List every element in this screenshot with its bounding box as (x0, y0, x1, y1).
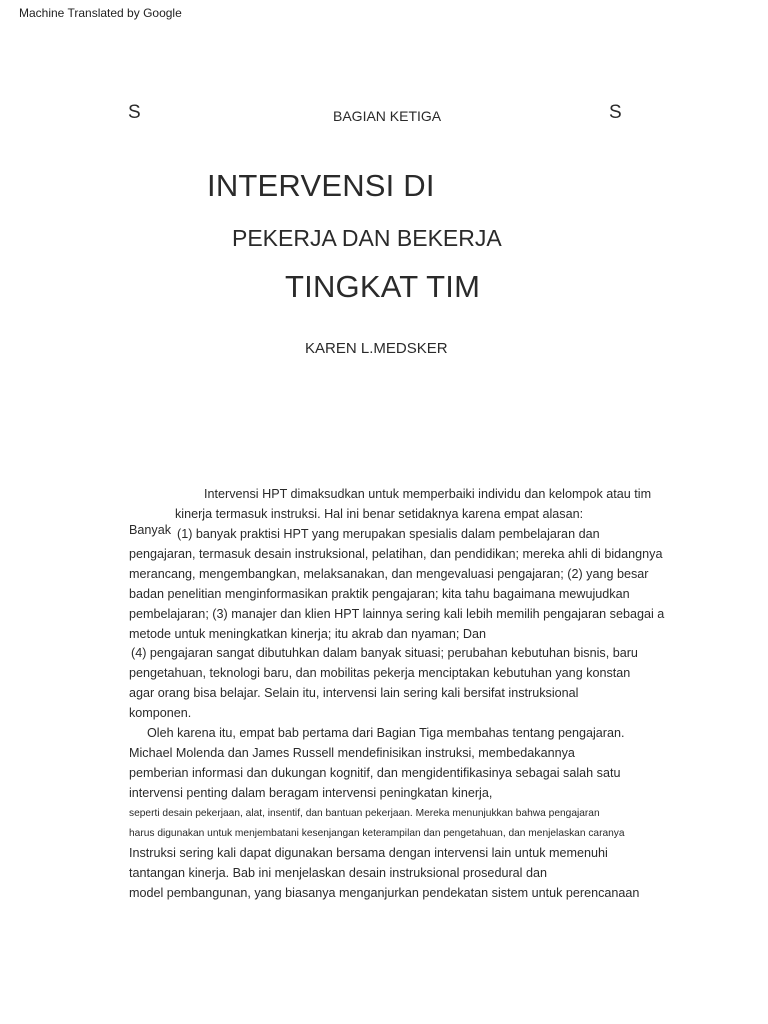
body-line: Intervensi HPT dimaksudkan untuk memperbaiki individu dan kelompok atau tim (204, 487, 652, 501)
body-line: tantangan kinerja. Bab ini menjelaskan desain instruksional prosedural dan (129, 866, 547, 880)
margin-word: Banyak (129, 523, 172, 537)
body-line: (1) banyak praktisi HPT yang merupakan spesialis dalam pembelajaran dan (177, 527, 600, 541)
body-line: komponen. (129, 706, 192, 720)
body-line: pemberian informasi dan dukungan kognitif, dan mengidentifikasinya sebagai salah satu (129, 766, 621, 780)
corner-mark-left: S (128, 102, 141, 123)
body-line: agar orang bisa belajar. Selain itu, intervensi lain sering kali bersifat instruksional (129, 686, 579, 700)
body-line: model pembangunan, yang biasanya menganjurkan pendekatan sistem untuk perencanaan (129, 886, 640, 900)
body-line: intervensi penting dalam beragam intervensi peningkatan kinerja, (129, 786, 493, 800)
body-line: harus digunakan untuk menjembatani kesenjangan keterampilan dan pengetahuan, dan menjelaskan caranya (129, 828, 625, 839)
body-line: pengetahuan, teknologi baru, dan mobilitas pekerja menciptakan kebutuhan yang konstan (129, 666, 631, 680)
body-line: merancang, mengembangkan, melaksanakan, dan mengevaluasi pengajaran; (2) yang besar (129, 567, 649, 581)
body-line: Oleh karena itu, empat bab pertama dari Bagian Tiga membahas tentang pengajaran. (147, 726, 625, 740)
author-name: KAREN L.MEDSKER (305, 340, 448, 357)
body-line: seperti desain pekerjaan, alat, insentif, dan bantuan pekerjaan. Mereka menunjukkan bahwa pengajaran (129, 808, 600, 819)
machine-translation-banner: Machine Translated by Google (19, 6, 182, 20)
body-line: metode untuk meningkatkan kinerja; itu akrab dan nyaman; Dan (129, 627, 487, 641)
body-line: Michael Molenda dan James Russell mendefinisikan instruksi, membedakannya (129, 746, 575, 760)
body-line: badan penelitian menginformasikan praktik pengajaran; kita tahu bagaimana mewujudkan (129, 587, 630, 601)
title-line-3: TINGKAT TIM (285, 269, 481, 304)
part-label: BAGIAN KETIGA (333, 108, 442, 124)
body-line: kinerja termasuk instruksi. Hal ini benar setidaknya karena empat alasan: (175, 507, 584, 521)
title-line-2: PEKERJA DAN BEKERJA (232, 225, 502, 251)
corner-mark-right: S (609, 102, 622, 123)
body-line: (4) pengajaran sangat dibutuhkan dalam banyak situasi; perubahan kebutuhan bisnis, baru (131, 646, 638, 660)
body-line: pengajaran, termasuk desain instruksional, pelatihan, dan pendidikan; mereka ahli di bidangnya (129, 547, 663, 561)
body-line: pembelajaran; (3) manajer dan klien HPT lainnya sering kali lebih memilih pengajaran sebagai a (129, 607, 665, 621)
title-line-1: INTERVENSI DI (207, 168, 435, 203)
body-line: Instruksi sering kali dapat digunakan bersama dengan intervensi lain untuk memenuhi (129, 846, 608, 860)
